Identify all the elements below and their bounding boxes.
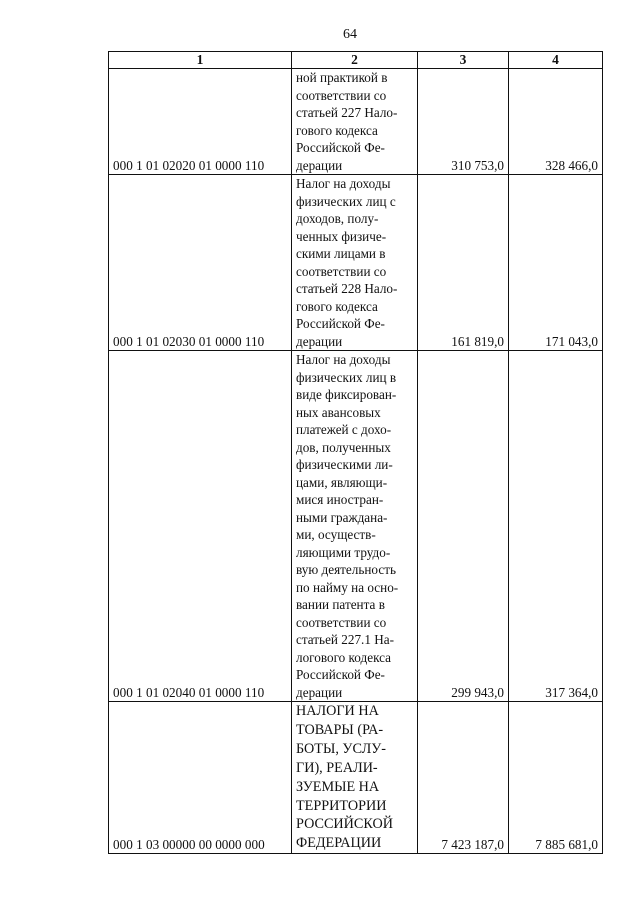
revenue-name-line: Российской Фе- xyxy=(296,316,385,331)
revenue-name-line: дерации xyxy=(296,157,343,173)
amount-column-3-cell: 299 943,0 xyxy=(418,351,509,702)
revenue-name-line: доходов, полу- xyxy=(296,211,379,226)
page-number: 64 xyxy=(343,27,357,42)
revenue-name-line: ГИ), РЕАЛИ- xyxy=(296,759,378,776)
amount-column-4-cell: 328 466,0 xyxy=(509,69,603,175)
revenue-name-line: цами, являющи- xyxy=(296,474,388,490)
revenue-name-line: статьей 227 Нало- xyxy=(296,105,398,120)
revenue-name-line: статьей 228 Нало- xyxy=(296,281,398,296)
revenue-name-line: РОССИЙСКОЙ xyxy=(296,816,393,833)
revenue-name-cell xyxy=(292,69,418,175)
revenue-name-line: ЗУЕМЫЕ НА xyxy=(296,778,380,795)
revenue-name-line: НАЛОГИ НА xyxy=(296,703,379,719)
revenue-name-line: виде фиксирован- xyxy=(296,387,397,402)
revenue-name-cell xyxy=(292,702,418,854)
column-header-2: 2 xyxy=(292,52,418,69)
revenue-name-line: вую деятельность xyxy=(296,562,396,577)
revenue-name-line: соответствии со xyxy=(296,87,387,103)
amount-column-3-cell: 161 819,0 xyxy=(418,175,509,351)
revenue-name-line: вании патента в xyxy=(296,597,385,612)
column-header-4: 4 xyxy=(509,52,603,69)
revenue-name-line: платежей с дохо- xyxy=(296,422,392,437)
budget-code-cell: 000 1 01 02030 01 0000 110 xyxy=(109,175,292,351)
budget-code-cell: 000 1 01 02020 01 0000 110 xyxy=(109,69,292,175)
revenue-name-line: ной практикой в xyxy=(296,70,388,85)
revenue-name-line: по найму на осно- xyxy=(296,579,399,595)
revenue-name-line: Российской Фе- xyxy=(296,140,385,155)
header-row xyxy=(109,52,603,69)
revenue-name-line: соответствии со xyxy=(296,614,387,630)
revenue-name-line: ФЕДЕРАЦИИ xyxy=(296,835,382,852)
revenue-name-line: физических лиц в xyxy=(296,369,397,385)
table-row xyxy=(109,351,603,702)
table-row xyxy=(109,702,603,854)
column-header-3: 3 xyxy=(418,52,509,69)
budget-code-cell: 000 1 01 02040 01 0000 110 xyxy=(109,351,292,702)
revenue-name-line: Налог на доходы xyxy=(296,176,391,191)
column-header-1: 1 xyxy=(109,52,292,69)
revenue-name-line: ТОВАРЫ (РА- xyxy=(296,721,384,738)
revenue-name-line: ми, осуществ- xyxy=(296,527,376,542)
table-row xyxy=(109,69,603,175)
revenue-name-line: гового кодекса xyxy=(296,122,378,138)
revenue-name-line: ченных физиче- xyxy=(296,228,387,244)
revenue-name-line: физических лиц с xyxy=(296,193,396,209)
amount-column-3-cell: 7 423 187,0 xyxy=(418,702,509,854)
table-row xyxy=(109,175,603,351)
revenue-name-line: статьей 227.1 На- xyxy=(296,632,395,647)
revenue-name-line: ТЕРРИТОРИИ xyxy=(296,797,387,814)
revenue-name-cell xyxy=(292,351,418,702)
revenue-name-line: дерации xyxy=(296,333,343,349)
revenue-name-line: ными граждана- xyxy=(296,509,388,525)
revenue-name-line: ных авансовых xyxy=(296,404,381,420)
revenue-name-line: Российской Фе- xyxy=(296,667,385,682)
revenue-name-line: дов, полученных xyxy=(296,439,391,455)
revenue-name-line: гового кодекса xyxy=(296,298,378,314)
amount-column-4-cell: 7 885 681,0 xyxy=(509,702,603,854)
revenue-name-line: мися иностран- xyxy=(296,492,384,507)
revenue-name-line: БОТЫ, УСЛУ- xyxy=(296,740,386,757)
amount-column-3-cell: 310 753,0 xyxy=(418,69,509,175)
revenue-name-line: Налог на доходы xyxy=(296,352,391,367)
revenue-name-line: логового кодекса xyxy=(296,649,392,665)
revenue-name-line: физическими ли- xyxy=(296,457,393,472)
revenue-name-line: ляющими трудо- xyxy=(296,544,391,560)
revenue-name-line: дерации xyxy=(296,684,343,700)
budget-code-cell: 000 1 03 00000 00 0000 000 xyxy=(109,702,292,854)
table-body xyxy=(109,69,603,854)
revenue-name-line: соответствии со xyxy=(296,263,387,279)
amount-column-4-cell: 317 364,0 xyxy=(509,351,603,702)
amount-column-4-cell: 171 043,0 xyxy=(509,175,603,351)
revenue-name-cell xyxy=(292,175,418,351)
budget-table xyxy=(108,51,603,854)
revenue-name-line: скими лицами в xyxy=(296,246,386,261)
